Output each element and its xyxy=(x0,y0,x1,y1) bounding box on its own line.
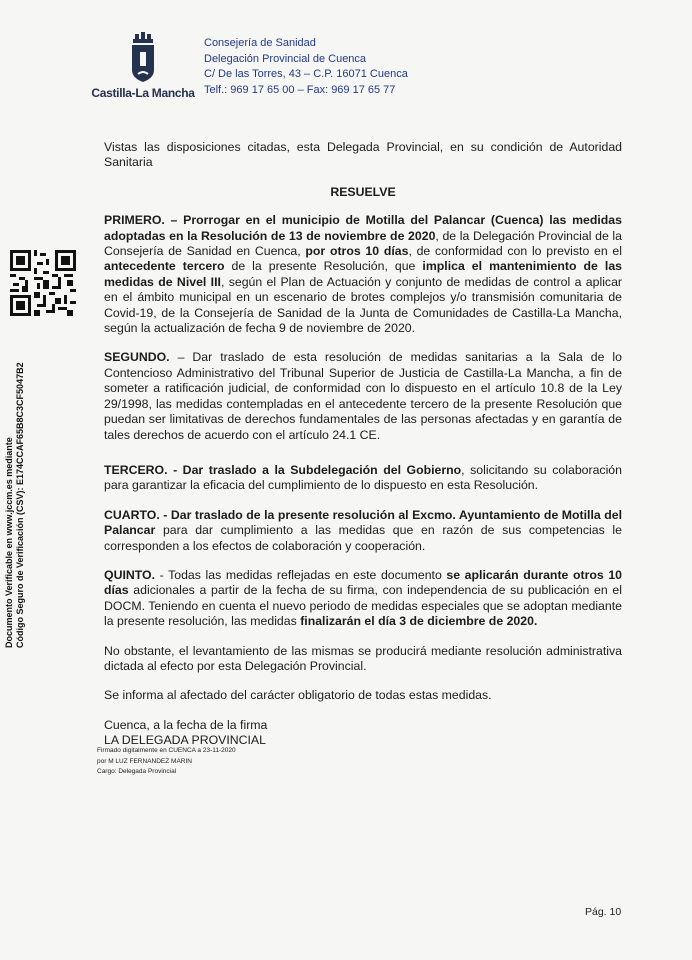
quinto-bold-3: finalizarán el día 3 de diciembre de 2020. xyxy=(300,614,538,629)
digital-signature-stamp xyxy=(97,746,236,778)
castle-emblem-icon xyxy=(118,30,168,84)
cuarto-bold-1: CUARTO. - Dar traslado de la presente resolución al Excmo. Ayuntamiento de Motilla del Palancar xyxy=(104,507,622,538)
segundo-paragraph xyxy=(104,350,622,442)
quinto-bold-2: se aplicarán durante otros 10 días xyxy=(104,567,623,598)
tercero-text-1: , solicitando su colaboración para garantizar la eficacia del cumplimiento de lo dispuesto en esta Resolución. xyxy=(104,462,622,493)
primero-paragraph xyxy=(104,213,622,336)
signature-stamp-line-3: Cargo: Delegada Provincial xyxy=(97,768,177,775)
quinto-paragraph xyxy=(104,568,622,630)
header-line-phone: Telf.: 969 17 65 00 – Fax: 969 17 65 77 xyxy=(204,83,396,96)
intro-paragraph: Vistas las disposiciones citadas, esta Delegada Provincial, en su condición de Autoridad Sanitaria xyxy=(104,140,622,170)
quinto-bold-1: QUINTO. xyxy=(104,567,156,582)
primero-text-1: , de la Delegación Provincial de la Consejería de Sanidad en Cuenca, xyxy=(104,228,622,259)
header-line-delegation: Delegación Provincial de Cuenca xyxy=(204,52,367,65)
primero-bold-1: PRIMERO. – Prorrogar en el municipio de Motilla del Palancar (Cuenca) las medidas adoptadas en la Resolución de 13 de noviembre de 2020 xyxy=(104,213,622,243)
primero-text-2: , de conformidad con lo previsto en el xyxy=(408,244,622,259)
primero-bold-2: por otros 10 días xyxy=(305,244,409,259)
informa-paragraph: Se informa al afectado del carácter obligatorio de todas estas medidas. xyxy=(104,688,492,703)
quinto-text-2: adicionales a partir de la fecha de su firma, con independencia de su publicación en el DOCM. Teniendo en cuenta el nuevo periodo de medidas especiales que se adoptan mediante la presente resolución, las medidas xyxy=(104,583,622,629)
primero-bold-4: implica el mantenimiento de las medidas de Nivel III xyxy=(104,259,622,289)
signature-place-date: Cuenca, a la fecha de la firma xyxy=(104,717,268,732)
primero-bold-3: antecedente tercero xyxy=(104,259,225,274)
signature-stamp-line-1: Firmado digitalmente en CUENCA a 23-11-2020 xyxy=(97,747,236,754)
no-obstante-paragraph: No obstante, el levantamiento de las mismas se producirá mediante resolución administrativa dictada al efecto por esta Delegación Provincial. xyxy=(104,643,622,673)
resuelve-heading: RESUELVE xyxy=(330,184,396,199)
quinto-text-1: - Todas las medidas reflejadas en este documento xyxy=(155,567,447,582)
cuarto-paragraph xyxy=(104,508,622,554)
segundo-text-1: – Dar traslado de esta resolución de medidas sanitarias a la Sala de lo Contencioso Administrativo del Tribunal Superior de Justicia de Castilla-La Mancha, a fin de someter a ratificación judicial, de conformidad con lo dispuesto en el artículo 10.8 de la Ley 29/1998, las medidas contempladas en el antecedente tercero de la presente Resolución que puedan ser limitativas de derechos fundamentales de las personas afectadas y en garantía de tales derechos de acuerdo con el artículo 24.1 CE. xyxy=(104,350,622,442)
tercero-paragraph xyxy=(104,463,622,494)
signature-stamp-line-2: por M LUZ FERNANDEZ MARIN xyxy=(97,757,192,765)
castilla-la-mancha-logo xyxy=(88,30,198,100)
verification-line-1: Documento Verificable en www.jccm.es mediante xyxy=(4,437,14,648)
cuarto-text-1: para dar cumplimiento a las medidas que en razón de sus competencias le corresponden a los efectos de colaboración y cooperación. xyxy=(104,523,622,553)
tercero-bold-1: TERCERO. - Dar traslado a la Subdelegación del Gobierno xyxy=(104,462,462,477)
signature-title: LA DELEGADA PROVINCIAL xyxy=(104,733,266,748)
primero-text-3: de la presente Resolución, que xyxy=(224,259,423,274)
institution-header xyxy=(204,36,408,98)
verification-line-2: Código Seguro de Verificación (CSV): E174CCAF65B8C3CF5047B2 xyxy=(15,362,25,648)
primero-text-4: , según el Plan de Actuación y conjunto de medidas de control a aplicar en el ámbito municipal en un escenario de brotes complejos y/o transmisión comunitaria de Covid-19, de la Consejería de Sanidad de la Junta de Comunidades de Castilla-La Mancha, según la actualización de fecha 9 de noviembre de 2020. xyxy=(104,274,623,336)
document-body xyxy=(104,140,622,749)
page-number: Pág. 10 xyxy=(585,906,622,918)
header-line-address: C/ De las Torres, 43 – C.P. 16071 Cuenca xyxy=(204,68,408,80)
segundo-bold-1: SEGUNDO. xyxy=(104,350,170,365)
qr-code-icon xyxy=(10,250,76,316)
verification-vertical-text xyxy=(4,362,26,648)
signature-block xyxy=(104,718,622,749)
header-line-department: Consejería de Sanidad xyxy=(204,37,316,49)
logo-text: Castilla-La Mancha xyxy=(91,86,195,100)
